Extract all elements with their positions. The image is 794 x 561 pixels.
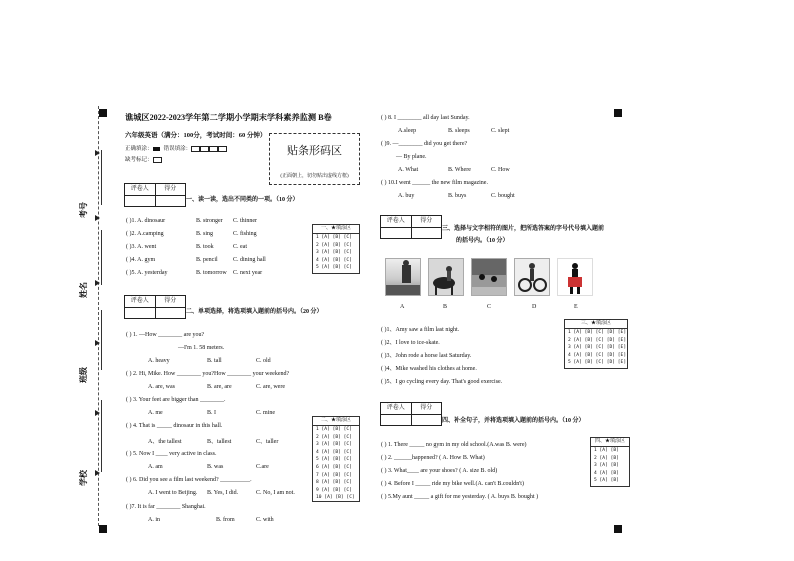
triangle-icon — [95, 280, 100, 286]
picture-b-horse — [428, 258, 464, 296]
s3-q5: ( )5、I go cycling every day. That's good exercise. — [381, 379, 503, 385]
section-3-title: 三、选择与文字相符的图片，把所选答案的字号代号填入题前 — [442, 226, 605, 232]
s4-q2: ( ) 2. ______happened? ( A. How B. What) — [381, 455, 485, 461]
pic-label-d: D — [532, 304, 537, 310]
triangle-icon — [95, 340, 100, 346]
barcode-note: (正面朝上，切勿贴出虚线方框) — [280, 174, 349, 179]
s3-q1: ( )1、Amy saw a film last night. — [381, 327, 460, 333]
binding-line — [98, 106, 99, 526]
side-label-xingming: 姓名 — [79, 282, 88, 298]
triangle-icon — [95, 150, 100, 156]
s4-q4: ( ) 4. Before I _____ ride my bike well.(A. can't B.couldn't) — [381, 481, 524, 487]
scorebox-s1: 评卷人 得分 — [124, 183, 186, 207]
answer-area-s4[interactable]: 四、★填涂区 1 [A] [B] 2 [A] [B] 3 [A] [B] 4 [A] [B] 5 [A] [B] — [590, 437, 630, 487]
corner-mark-tr — [614, 109, 622, 117]
side-label-xuexiao: 学校 — [79, 470, 88, 486]
triangle-icon — [95, 215, 100, 221]
picture-d-cycling — [514, 258, 550, 296]
scorebox-s4: 评卷人 得分 — [380, 402, 442, 426]
picture-e-washing — [557, 258, 593, 296]
barcode-area — [269, 133, 360, 185]
section-4-title: 四、补全句子，并将选项填入题前的括号内。（10 分） — [442, 418, 585, 424]
absent-mark: 缺考标记： — [125, 155, 162, 163]
s1-q5: ( )5. A. yesterday — [126, 270, 168, 276]
wrong-mark-icon — [218, 146, 227, 152]
wrong-mark-icon — [209, 146, 218, 152]
s1-q1: ( )1. A. dinosaur — [126, 218, 166, 224]
answer-area-s3[interactable]: 三、★填涂区 1 [A] [B] [C] [D] [E] 2 [A] [B] [C] [D] [E] 3 [A] [B] [C] [D] [E] 4 [A] [B] [C] [D] [E] 5 [A] [B] [C] [D] [E] — [564, 319, 628, 369]
wrong-mark-icon — [200, 146, 209, 152]
banji-field[interactable] — [101, 310, 102, 370]
section-3-title-2: 的括号内。（10 分） — [456, 238, 509, 244]
s3-q3: ( )3、John rode a horse last Saturday. — [381, 353, 472, 359]
side-label-kaohao: 考号 — [79, 202, 88, 218]
s3-q4: ( )4、Mike washed his clothes at home. — [381, 366, 477, 372]
pic-label-a: A — [400, 304, 405, 310]
s4-q5: ( ) 5.My aunt _____ a gift for me yesterday. ( A. buys B. bought ) — [381, 494, 539, 500]
wrong-mark-icon — [191, 146, 200, 152]
corner-mark-bl — [99, 525, 107, 533]
s1-q2: ( )2. A.camping — [126, 231, 164, 237]
pic-label-c: C — [487, 304, 492, 310]
pic-label-e: E — [574, 304, 578, 310]
picture-a-cinema — [385, 258, 421, 296]
pic-label-b: B — [443, 304, 448, 310]
absent-checkbox[interactable] — [153, 157, 162, 163]
s4-q1: ( ) 1. There _____ no gym in my old school.(A.was B. were) — [381, 442, 527, 448]
corner-mark-br — [614, 525, 622, 533]
page-title: 谯城区2022-2023学年第二学期小学期末学科素养监测 B卷 — [125, 113, 332, 122]
page-subtitle: 六年级英语（满分：100分，考试时间：60 分钟） — [125, 132, 267, 139]
section-2-title: 二、单项选择，将选项填入题前的括号内。（20 分） — [186, 309, 323, 315]
corner-mark-tl — [99, 109, 107, 117]
s4-q3: ( ) 3. What____ are your shoes? ( A. size B. old) — [381, 468, 498, 474]
triangle-icon — [95, 410, 100, 416]
picture-c-skating — [471, 258, 507, 296]
s1-q3: ( )3. A. went — [126, 244, 157, 250]
s1-q4: ( )4. A. gym — [126, 257, 156, 263]
xuexiao-field[interactable] — [101, 400, 102, 472]
xingming-field[interactable] — [101, 230, 102, 285]
side-label-banji: 班级 — [79, 367, 88, 383]
scorebox-s2: 评卷人 得分 — [124, 295, 186, 319]
filled-mark-icon — [153, 147, 160, 151]
answer-area-s1[interactable]: 一、★填涂区 1 [A] [B] [C] 2 [A] [B] [C] 3 [A] [B] [C] 4 [A] [B] [C] 5 [A] [B] [C] — [312, 224, 360, 274]
s3-q2: ( )2、I love to ice-skate. — [381, 340, 440, 346]
barcode-label: 贴条形码区 — [287, 145, 342, 157]
triangle-icon — [95, 470, 100, 476]
scorebox-s3: 评卷人 得分 — [380, 215, 442, 239]
section-1-title: 一、读一读，选出不同类的一项。（10 分） — [186, 197, 299, 203]
kaohao-field[interactable] — [101, 150, 102, 205]
fill-instructions: 正确填涂： 错误填涂： — [125, 144, 227, 152]
answer-area-s2[interactable]: 二、★填涂区 1 [A] [B] [C] 2 [A] [B] [C] 3 [A] [B] [C] 4 [A] [B] [C] 5 [A] [B] [C] 6 [A] [B] [C] 7 [A] [B] [C] 8 [A] [B] [C] 9 [A] [B] [C] 10 [A] [B] [C] — [312, 416, 360, 502]
